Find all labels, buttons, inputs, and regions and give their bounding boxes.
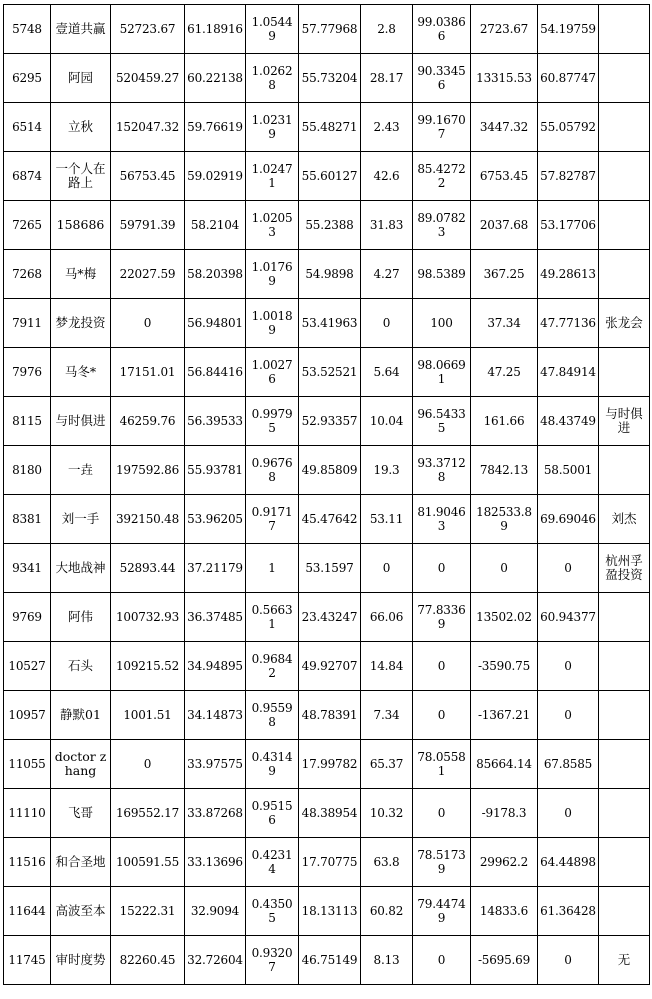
score-cell: 56.94801 [185,299,246,348]
table-row [4,691,650,740]
percent-cell: 0 [361,299,413,348]
note-cell [599,593,650,642]
table-row [4,348,650,397]
profit-cell: 182533.89 [471,495,538,544]
id-cell: 10527 [4,642,51,691]
index-cell: 53.41963 [299,299,361,348]
value-cell: 48.43749 [538,397,599,446]
percent-cell: 7.34 [361,691,413,740]
id-cell: 6874 [4,152,51,201]
table-row [4,838,650,887]
index-cell: 18.13113 [299,887,361,936]
id-cell: 5748 [4,5,51,54]
note-cell [599,691,650,740]
note-cell [599,201,650,250]
ratio-cell: 0.43505 [246,887,299,936]
note-cell [599,789,650,838]
score-cell: 32.72604 [185,936,246,985]
name-cell: 阿园 [51,54,111,103]
rate-cell: 0 [413,544,471,593]
note-cell [599,887,650,936]
rate-cell: 99.16707 [413,103,471,152]
value-cell: 55.05792 [538,103,599,152]
score-cell: 33.87268 [185,789,246,838]
amount-cell: 22027.59 [111,250,185,299]
note-cell: 杭州孚盈投资 [599,544,650,593]
rate-cell: 96.54335 [413,397,471,446]
table-row [4,936,650,985]
percent-cell: 8.13 [361,936,413,985]
amount-cell: 100591.55 [111,838,185,887]
profit-cell: 37.34 [471,299,538,348]
amount-cell: 52893.44 [111,544,185,593]
ratio-cell: 0.56631 [246,593,299,642]
value-cell: 53.17706 [538,201,599,250]
name-cell: 一垚 [51,446,111,495]
id-cell: 9341 [4,544,51,593]
name-cell: 壹道共赢 [51,5,111,54]
index-cell: 53.1597 [299,544,361,593]
note-cell [599,152,650,201]
note-cell: 张龙会 [599,299,650,348]
value-cell: 47.84914 [538,348,599,397]
profit-cell: 161.66 [471,397,538,446]
rate-cell: 0 [413,691,471,740]
ranking-table [3,4,650,985]
ratio-cell: 0.42314 [246,838,299,887]
ratio-cell: 1.02053 [246,201,299,250]
value-cell: 64.44898 [538,838,599,887]
rate-cell: 81.90463 [413,495,471,544]
name-cell: 刘一手 [51,495,111,544]
index-cell: 17.99782 [299,740,361,789]
profit-cell: 3447.32 [471,103,538,152]
value-cell: 60.87747 [538,54,599,103]
name-cell: 立秋 [51,103,111,152]
table-row [4,5,650,54]
percent-cell: 53.11 [361,495,413,544]
id-cell: 11516 [4,838,51,887]
percent-cell: 5.64 [361,348,413,397]
profit-cell: -9178.3 [471,789,538,838]
note-cell [599,838,650,887]
percent-cell: 0 [361,544,413,593]
amount-cell: 169552.17 [111,789,185,838]
ratio-cell: 0.96768 [246,446,299,495]
profit-cell: -1367.21 [471,691,538,740]
score-cell: 33.97575 [185,740,246,789]
index-cell: 48.78391 [299,691,361,740]
table-row [4,740,650,789]
score-cell: 55.93781 [185,446,246,495]
rate-cell: 77.83369 [413,593,471,642]
score-cell: 37.21179 [185,544,246,593]
amount-cell: 100732.93 [111,593,185,642]
value-cell: 54.19759 [538,5,599,54]
value-cell: 57.82787 [538,152,599,201]
note-cell [599,446,650,495]
rate-cell: 100 [413,299,471,348]
rate-cell: 99.03866 [413,5,471,54]
table-row [4,495,650,544]
percent-cell: 60.82 [361,887,413,936]
score-cell: 59.02919 [185,152,246,201]
amount-cell: 392150.48 [111,495,185,544]
name-cell: 与时俱进 [51,397,111,446]
ratio-cell: 0.93207 [246,936,299,985]
rate-cell: 0 [413,936,471,985]
id-cell: 6514 [4,103,51,152]
percent-cell: 2.8 [361,5,413,54]
amount-cell: 82260.45 [111,936,185,985]
ratio-cell: 1.00189 [246,299,299,348]
name-cell: 静默01 [51,691,111,740]
value-cell: 0 [538,691,599,740]
ratio-cell: 1.02628 [246,54,299,103]
id-cell: 10957 [4,691,51,740]
percent-cell: 65.37 [361,740,413,789]
rate-cell: 89.07823 [413,201,471,250]
profit-cell: 6753.45 [471,152,538,201]
id-cell: 11745 [4,936,51,985]
score-cell: 58.2104 [185,201,246,250]
table-row [4,593,650,642]
rate-cell: 0 [413,789,471,838]
value-cell: 60.94377 [538,593,599,642]
name-cell: 大地战神 [51,544,111,593]
id-cell: 11644 [4,887,51,936]
rate-cell: 85.42722 [413,152,471,201]
profit-cell: 13315.53 [471,54,538,103]
ratio-cell: 1.02471 [246,152,299,201]
profit-cell: 29962.2 [471,838,538,887]
note-cell: 刘杰 [599,495,650,544]
profit-cell: 13502.02 [471,593,538,642]
amount-cell: 152047.32 [111,103,185,152]
id-cell: 8381 [4,495,51,544]
percent-cell: 63.8 [361,838,413,887]
name-cell: 158686 [51,201,111,250]
rate-cell: 90.33456 [413,54,471,103]
rate-cell: 98.5389 [413,250,471,299]
name-cell: 马*梅 [51,250,111,299]
score-cell: 34.94895 [185,642,246,691]
id-cell: 8180 [4,446,51,495]
percent-cell: 10.04 [361,397,413,446]
ratio-cell: 1.01769 [246,250,299,299]
profit-cell: 14833.6 [471,887,538,936]
table-row [4,544,650,593]
value-cell: 49.28613 [538,250,599,299]
name-cell: 石头 [51,642,111,691]
id-cell: 11110 [4,789,51,838]
profit-cell: -5695.69 [471,936,538,985]
score-cell: 56.39533 [185,397,246,446]
table-row [4,152,650,201]
value-cell: 47.77136 [538,299,599,348]
amount-cell: 1001.51 [111,691,185,740]
id-cell: 7268 [4,250,51,299]
id-cell: 9769 [4,593,51,642]
score-cell: 56.84416 [185,348,246,397]
value-cell: 69.69046 [538,495,599,544]
table-row [4,250,650,299]
table-row [4,54,650,103]
ratio-cell: 0.96842 [246,642,299,691]
percent-cell: 42.6 [361,152,413,201]
index-cell: 55.2388 [299,201,361,250]
rate-cell: 0 [413,642,471,691]
id-cell: 7976 [4,348,51,397]
amount-cell: 46259.76 [111,397,185,446]
ratio-cell: 1 [246,544,299,593]
table-row [4,642,650,691]
name-cell: 马冬* [51,348,111,397]
table-row [4,103,650,152]
table-row [4,887,650,936]
table-row [4,299,650,348]
note-cell [599,5,650,54]
name-cell: 高波至本 [51,887,111,936]
amount-cell: 52723.67 [111,5,185,54]
rate-cell: 78.05581 [413,740,471,789]
ratio-cell: 0.99795 [246,397,299,446]
name-cell: 和合圣地 [51,838,111,887]
index-cell: 55.73204 [299,54,361,103]
ratio-cell: 0.91717 [246,495,299,544]
index-cell: 49.92707 [299,642,361,691]
profit-cell: 2037.68 [471,201,538,250]
index-cell: 55.48271 [299,103,361,152]
note-cell: 无 [599,936,650,985]
amount-cell: 56753.45 [111,152,185,201]
index-cell: 52.93357 [299,397,361,446]
index-cell: 57.77968 [299,5,361,54]
note-cell: 与时俱进 [599,397,650,446]
table-row [4,201,650,250]
note-cell [599,250,650,299]
rate-cell: 93.37128 [413,446,471,495]
value-cell: 0 [538,642,599,691]
percent-cell: 10.32 [361,789,413,838]
name-cell: 审时度势 [51,936,111,985]
rate-cell: 98.06691 [413,348,471,397]
index-cell: 53.52521 [299,348,361,397]
ratio-cell: 0.95598 [246,691,299,740]
percent-cell: 2.43 [361,103,413,152]
ratio-cell: 1.00276 [246,348,299,397]
score-cell: 61.18916 [185,5,246,54]
id-cell: 7265 [4,201,51,250]
profit-cell: 2723.67 [471,5,538,54]
index-cell: 45.47642 [299,495,361,544]
value-cell: 67.8585 [538,740,599,789]
table-row [4,789,650,838]
score-cell: 60.22138 [185,54,246,103]
value-cell: 0 [538,544,599,593]
value-cell: 0 [538,789,599,838]
id-cell: 7911 [4,299,51,348]
note-cell [599,740,650,789]
percent-cell: 4.27 [361,250,413,299]
note-cell [599,54,650,103]
name-cell: 阿伟 [51,593,111,642]
amount-cell: 109215.52 [111,642,185,691]
table-row [4,446,650,495]
amount-cell: 17151.01 [111,348,185,397]
id-cell: 11055 [4,740,51,789]
ratio-cell: 1.05449 [246,5,299,54]
value-cell: 61.36428 [538,887,599,936]
name-cell: doctor zhang [51,740,111,789]
amount-cell: 59791.39 [111,201,185,250]
score-cell: 34.14873 [185,691,246,740]
score-cell: 58.20398 [185,250,246,299]
profit-cell: 0 [471,544,538,593]
profit-cell: 47.25 [471,348,538,397]
profit-cell: 85664.14 [471,740,538,789]
amount-cell: 520459.27 [111,54,185,103]
index-cell: 49.85809 [299,446,361,495]
profit-cell: -3590.75 [471,642,538,691]
score-cell: 32.9094 [185,887,246,936]
score-cell: 53.96205 [185,495,246,544]
id-cell: 6295 [4,54,51,103]
percent-cell: 31.83 [361,201,413,250]
index-cell: 54.9898 [299,250,361,299]
value-cell: 58.5001 [538,446,599,495]
index-cell: 55.60127 [299,152,361,201]
rate-cell: 79.44749 [413,887,471,936]
value-cell: 0 [538,936,599,985]
ratio-cell: 0.43149 [246,740,299,789]
score-cell: 36.37485 [185,593,246,642]
amount-cell: 197592.86 [111,446,185,495]
amount-cell: 0 [111,740,185,789]
ratio-cell: 1.02319 [246,103,299,152]
index-cell: 23.43247 [299,593,361,642]
index-cell: 17.70775 [299,838,361,887]
percent-cell: 66.06 [361,593,413,642]
note-cell [599,103,650,152]
note-cell [599,348,650,397]
amount-cell: 15222.31 [111,887,185,936]
percent-cell: 28.17 [361,54,413,103]
index-cell: 46.75149 [299,936,361,985]
table-body [4,5,650,985]
name-cell: 梦龙投资 [51,299,111,348]
amount-cell: 0 [111,299,185,348]
percent-cell: 14.84 [361,642,413,691]
rate-cell: 78.51739 [413,838,471,887]
index-cell: 48.38954 [299,789,361,838]
profit-cell: 7842.13 [471,446,538,495]
table-row [4,397,650,446]
note-cell [599,642,650,691]
score-cell: 59.76619 [185,103,246,152]
ratio-cell: 0.95156 [246,789,299,838]
percent-cell: 19.3 [361,446,413,495]
name-cell: 一个人在路上 [51,152,111,201]
id-cell: 8115 [4,397,51,446]
score-cell: 33.13696 [185,838,246,887]
name-cell: 飞哥 [51,789,111,838]
profit-cell: 367.25 [471,250,538,299]
